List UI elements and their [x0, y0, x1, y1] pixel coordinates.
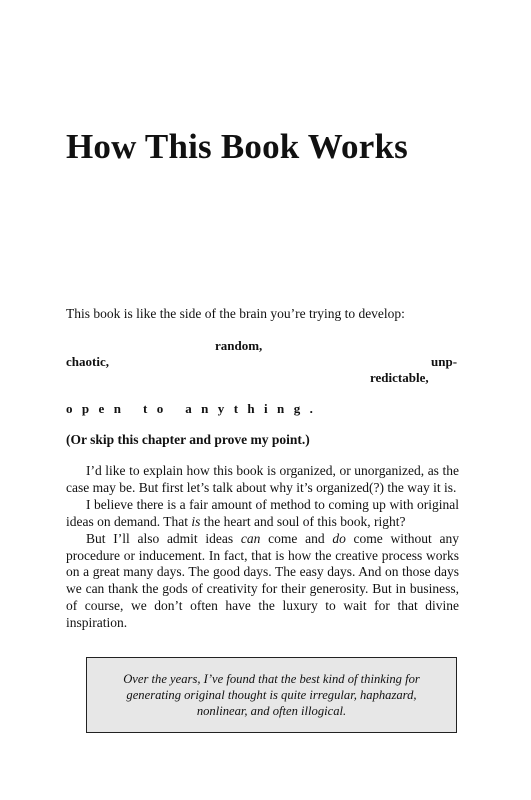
emphasis-do: do	[332, 530, 346, 546]
paragraph-3-text-b: come and	[260, 530, 333, 546]
scattered-word-chaotic: chaotic,	[66, 354, 109, 369]
scattered-word-redictable: redictable,	[370, 370, 429, 385]
paragraph-3-text-c: come without any procedure or inducement. In fact, that is how the creative process works on a great many days. The good days. The easy days. And on those days we can thank the gods of creativity for their generosity. But in business, of course, we don’t often have the luxury to wait for that divine inspiration.	[66, 530, 459, 631]
paragraph-2-text-b: the heart and soul of this book, right?	[200, 513, 406, 529]
paragraph-3	[66, 531, 459, 632]
paragraph-1: I’d like to explain how this book is organized, or unorganized, as the case may be. But first let’s talk about why it’s organized(?) the way it is.	[66, 463, 459, 495]
scattered-word-unp: unp-	[431, 354, 458, 369]
paragraph-3-text-a: But I’ll also admit ideas	[86, 530, 241, 546]
paragraph-2-text-a: I believe there is a fair amount of method to coming up with original ideas on demand. That	[66, 496, 459, 529]
pull-quote-text: Over the years, I’ve found that the best kind of thinking for generating original thought is quite irregular, haphazard, nonlinear, and often illogical.	[123, 672, 420, 718]
skip-chapter-line: (Or skip this chapter and prove my point.)	[66, 432, 310, 447]
paragraph-2	[66, 497, 459, 531]
intro-sentence: This book is like the side of the brain you’re trying to develop:	[66, 306, 405, 321]
pull-quote-box	[86, 657, 457, 733]
emphasis-can: can	[240, 530, 261, 546]
emphasis-is: is	[191, 513, 201, 529]
body-text	[66, 463, 459, 632]
spaced-phrase-open-to-anything: open to anything.	[66, 401, 323, 416]
scattered-word-random: random,	[215, 338, 263, 353]
chapter-title: How This Book Works	[66, 127, 408, 166]
